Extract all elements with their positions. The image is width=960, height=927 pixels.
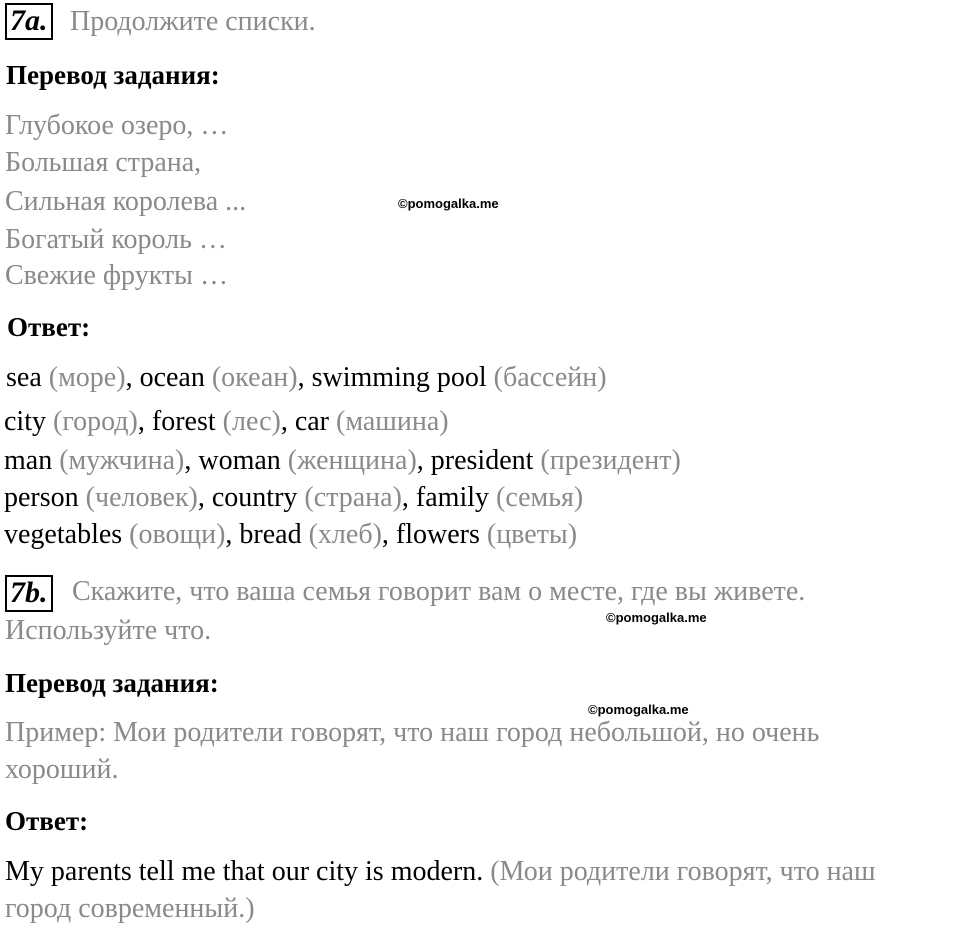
answer-word-ru: (хлеб): [308, 519, 382, 550]
answer-word-ru: (страна): [304, 482, 402, 513]
answer-word-en: family: [415, 482, 489, 513]
task-7b-instruction-line-1: Скажите, что ваша семья говорит вам о месте, где вы живете.: [72, 576, 806, 607]
answer-word-ru: (бассейн): [493, 362, 607, 393]
watermark: ©pomogalka.me: [606, 610, 707, 625]
answer-separator: ,: [184, 445, 199, 476]
answer-word-en: woman: [198, 445, 281, 476]
answer-word-ru: (машина): [336, 406, 449, 437]
answer-word-ru: (море): [48, 362, 126, 393]
task-7a-label-text: 7a.: [10, 4, 48, 37]
task-7a-label: [5, 3, 53, 40]
answer-word-ru: (мужчина): [59, 445, 185, 476]
answer-line: [4, 406, 449, 438]
answer-word-en: city: [4, 406, 46, 437]
answer-word-ru: (лес): [222, 406, 281, 437]
answer-word-en: ocean: [139, 362, 205, 393]
task-7b-answer-ru-1: (Мои родители говорят, что наш: [490, 856, 876, 887]
answer-line: [4, 482, 583, 514]
answer-word-en: president: [430, 445, 534, 476]
task-7b-answer-ru-2: город современный.): [5, 893, 255, 924]
watermark: ©pomogalka.me: [588, 702, 689, 717]
answer-word-ru: (семья): [496, 482, 584, 513]
answer-word-ru: (цветы): [486, 519, 578, 550]
answer-separator: ,: [280, 406, 295, 437]
answer-separator: ,: [416, 445, 431, 476]
task-7b-answer-en: My parents tell me that our city is modern.: [5, 856, 484, 887]
task-7b-translation-heading: Перевод задания:: [5, 668, 219, 698]
answer-separator: ,: [297, 362, 312, 393]
answer-word-en: man: [4, 445, 53, 476]
answer-separator: ,: [125, 362, 140, 393]
answer-separator: ,: [197, 482, 212, 513]
answer-word-en: forest: [151, 406, 216, 437]
task-7a-answer-heading: Ответ:: [7, 312, 91, 342]
task-7b-translation-line-1: Пример: Мои родители говорят, что наш город небольшой, но очень: [5, 717, 820, 748]
answer-word-en: flowers: [395, 519, 480, 550]
task-7b-instruction-line-2: Используйте что.: [5, 615, 212, 646]
answer-word-ru: (океан): [211, 362, 298, 393]
task-7a-instruction: Продолжите списки.: [70, 6, 316, 37]
answer-word-en: country: [211, 482, 298, 513]
watermark: ©pomogalka.me: [398, 196, 499, 211]
answer-word-ru: (человек): [85, 482, 198, 513]
answer-separator: ,: [401, 482, 416, 513]
task-7a-translation-line-5: Свежие фрукты …: [5, 260, 228, 291]
answer-word-ru: (город): [53, 406, 138, 437]
task-7a-translation-line-2: Большая страна,: [5, 147, 202, 178]
answer-line: [4, 519, 577, 551]
task-7b-answer-heading: Ответ:: [5, 806, 89, 836]
answer-word-en: person: [4, 482, 79, 513]
answer-line: [6, 362, 607, 394]
answer-separator: ,: [381, 519, 396, 550]
answer-word-en: car: [294, 406, 330, 437]
answer-word-en: vegetables: [4, 519, 123, 550]
answer-word-en: swimming pool: [311, 362, 487, 393]
task-7b-translation-line-2: хороший.: [5, 754, 119, 785]
answer-word-en: sea: [6, 362, 42, 393]
answer-separator: ,: [137, 406, 152, 437]
answer-word-ru: (овощи): [129, 519, 226, 550]
answer-separator: ,: [225, 519, 240, 550]
task-7b-label-text: 7b.: [10, 576, 48, 609]
answer-word-ru: (президент): [540, 445, 681, 476]
task-7a-translation-line-1: Глубокое озеро, …: [5, 110, 229, 141]
answer-word-ru: (женщина): [287, 445, 417, 476]
answer-line: [4, 445, 681, 477]
task-7a-translation-heading: Перевод задания:: [6, 60, 220, 90]
task-7b-answer-line-1: [5, 856, 876, 888]
answer-word-en: bread: [239, 519, 302, 550]
task-7b-label: [5, 575, 53, 612]
task-7a-translation-line-3: Сильная королева ...: [5, 186, 247, 217]
task-7a-translation-line-4: Богатый король …: [5, 224, 227, 255]
